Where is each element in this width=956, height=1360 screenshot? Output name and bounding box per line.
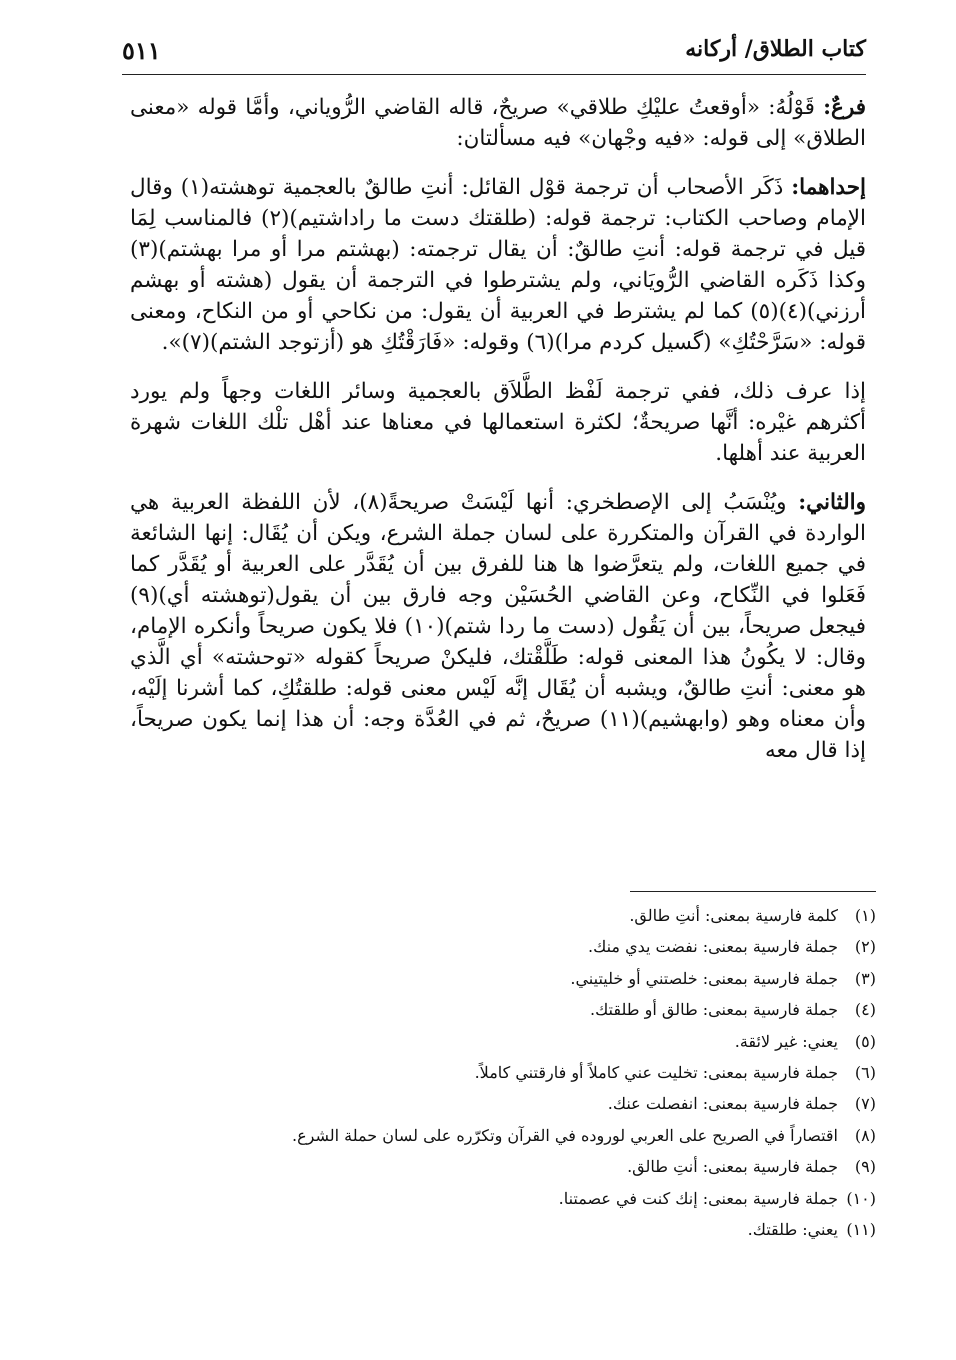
footnote-number: (٧) xyxy=(854,1094,876,1114)
footnote-text: جملة فارسية بمعنى: أنتِ طالق. xyxy=(627,1157,838,1177)
footnote-text: جملة فارسية بمعنى: تخليت عني كاملاً أو فارقتني كاملاً. xyxy=(474,1063,838,1083)
footnote xyxy=(130,900,876,931)
running-header xyxy=(122,34,866,75)
running-title: كتاب الطلاق/ أركانه xyxy=(685,36,866,62)
footnote xyxy=(130,1120,876,1151)
footnote xyxy=(130,1183,876,1214)
footnote xyxy=(130,994,876,1025)
paragraph-lead: فرعٌ: xyxy=(823,95,866,120)
paragraph-4 xyxy=(130,487,866,766)
footnote xyxy=(130,1088,876,1119)
paragraph-lead: إحداهما: xyxy=(791,175,866,200)
footnote-text: جملة فارسية بمعنى: إنك كنت في عصمتنا. xyxy=(558,1188,838,1208)
footnote-text: يعني: غير لائقة. xyxy=(734,1031,838,1051)
footnote-number: (٩) xyxy=(854,1157,876,1177)
main-text xyxy=(130,92,866,784)
footnote-text: جملة فارسية بمعنى: نفضت يدي منك. xyxy=(588,937,838,957)
footnote-divider xyxy=(630,891,876,892)
footnote-text: جملة فارسية بمعنى: انفصلت عنك. xyxy=(607,1094,838,1114)
footnote-number: (٢) xyxy=(854,937,876,957)
footnote-number: (٥) xyxy=(854,1031,876,1051)
paragraph-text: قَوْلُهُ: «أوقعتُ عليْكِ طلاقي» صريحٌ، قاله القاضي الرُّوياني، وأمَّا قوله «معنى الطلاق» إلى قوله: «فيه وجْهان» فيه مسألتان: xyxy=(130,95,866,151)
footnote xyxy=(130,1151,876,1182)
paragraph-lead: والثاني: xyxy=(798,490,866,515)
footnote-number: (٦) xyxy=(854,1063,876,1083)
page-number: ٥١١ xyxy=(122,36,161,65)
footnote-number: (٣) xyxy=(854,968,876,988)
footnote-number: (١٠) xyxy=(846,1188,876,1208)
paragraph-text: ذَكَر الأصحاب أن ترجمة قوْل القائل: أنتِ طالقٌ بالعجمية توهشته(١) وقال الإمام وصاحب الكتاب: ترجمة قوله: (طلقتك دست ما راداشتيم)(٢) فالمناسب لِمَا قيل في ترجمة قوله: أنتِ طالقٌ: أن يقال ترجمته: (بهشتم مرا أو مرا بهشتم)(٣) وكذا ذَكَره القاضي الرُّويَاني، ولم يشترطوا في الترجمة أن يقول (هشته أو بهشم أرزني)(٤)(٥) كما لم يشترط في العربية أن يقول: من نكاحي أو من النكاح، ومعنى قوله: «سَرَّحْتُكِ» (گسيل كردم مرا)(٦) وقوله: «فَارَقْتُكِ هو (أزتوجد الشتم)(٧)». xyxy=(130,175,866,355)
footnote-number: (٤) xyxy=(854,1000,876,1020)
footnote xyxy=(130,1057,876,1088)
footnote xyxy=(130,1026,876,1057)
footnotes-list xyxy=(130,900,876,1245)
footnote-number: (٨) xyxy=(854,1125,876,1145)
footnote-text: اقتصاراً في الصريح على العربي لوروده في القرآن وتكرّره على لسان حملة الشرع. xyxy=(292,1125,838,1145)
paragraph-1 xyxy=(130,92,866,154)
footnote xyxy=(130,931,876,962)
paragraph-3 xyxy=(130,376,866,469)
paragraph-text: ويُنْسَبُ إلى الإصطخري: أنها لَيْسَتْ صريحةً(٨)، لأن اللفظة العربية هي الواردة في القرآن والمتكررة على لسان جملة الشرع، ويكن أن يُقَال: إنها الشائعة في جميع اللغات، ولم يتعرَّضوا ها هنا للفرق بين أن يُقَدَّر على العربية أو يُقَدَّر كما فَعَلوا في النِّكاح، وعن القاضي الحُسَيْن وجه فارق بين أن يقول(توهشته أي)(٩) فيجعل صريحاً، بين أن يَقُول (دست ما ردا شتم)(١٠) فلا يكون صريحاً وأنكره الإمام، وقال: لا يكُونُ هذا المعنى قوله: طَلَّقْتك، فليكنْ صريحاً كقوله «توحشته» أي الَّذي هو معنى: أنتِ طالقٌ، ويشبه أن يُقَال إنَّه لَيْس معنى قوله: طلقتُكِ، كما أشرنا إلَيْه، وأن معناه وهو (وابهشيم)(١١) صريحٌ، ثم في العُدَّة وجه: أن هذا إنما يكون صريحاً، إذا قال معه xyxy=(130,490,867,763)
footnote-text: كلمة فارسية بمعنى: أنتِ طالق. xyxy=(629,906,838,925)
footnote-text: جملة فارسية بمعنى: خلصتني أو خليتيني. xyxy=(570,968,838,988)
paragraph-text: إذا عرف ذلك، ففي ترجمة لَفْظ الطَّلاَق بالعجمية وسائر اللغات وجهاً ولم يورد أكثرهم غيْره: أنَّها صريحةٌ؛ لكثرة استعمالها في معناها عند أهْل تلْك اللغات شهرة العربية عند أهلها. xyxy=(130,379,866,466)
footnote-number: (١١) xyxy=(846,1220,876,1240)
footnote-number: (١) xyxy=(854,906,876,925)
paragraph-2 xyxy=(130,172,866,358)
footnote-text: جملة فارسية بمعنى: طالق أو طلقتك. xyxy=(589,1000,838,1020)
footnote-text: يعني: طلقتك. xyxy=(747,1220,838,1240)
footnote xyxy=(130,963,876,994)
footnote xyxy=(130,1214,876,1245)
